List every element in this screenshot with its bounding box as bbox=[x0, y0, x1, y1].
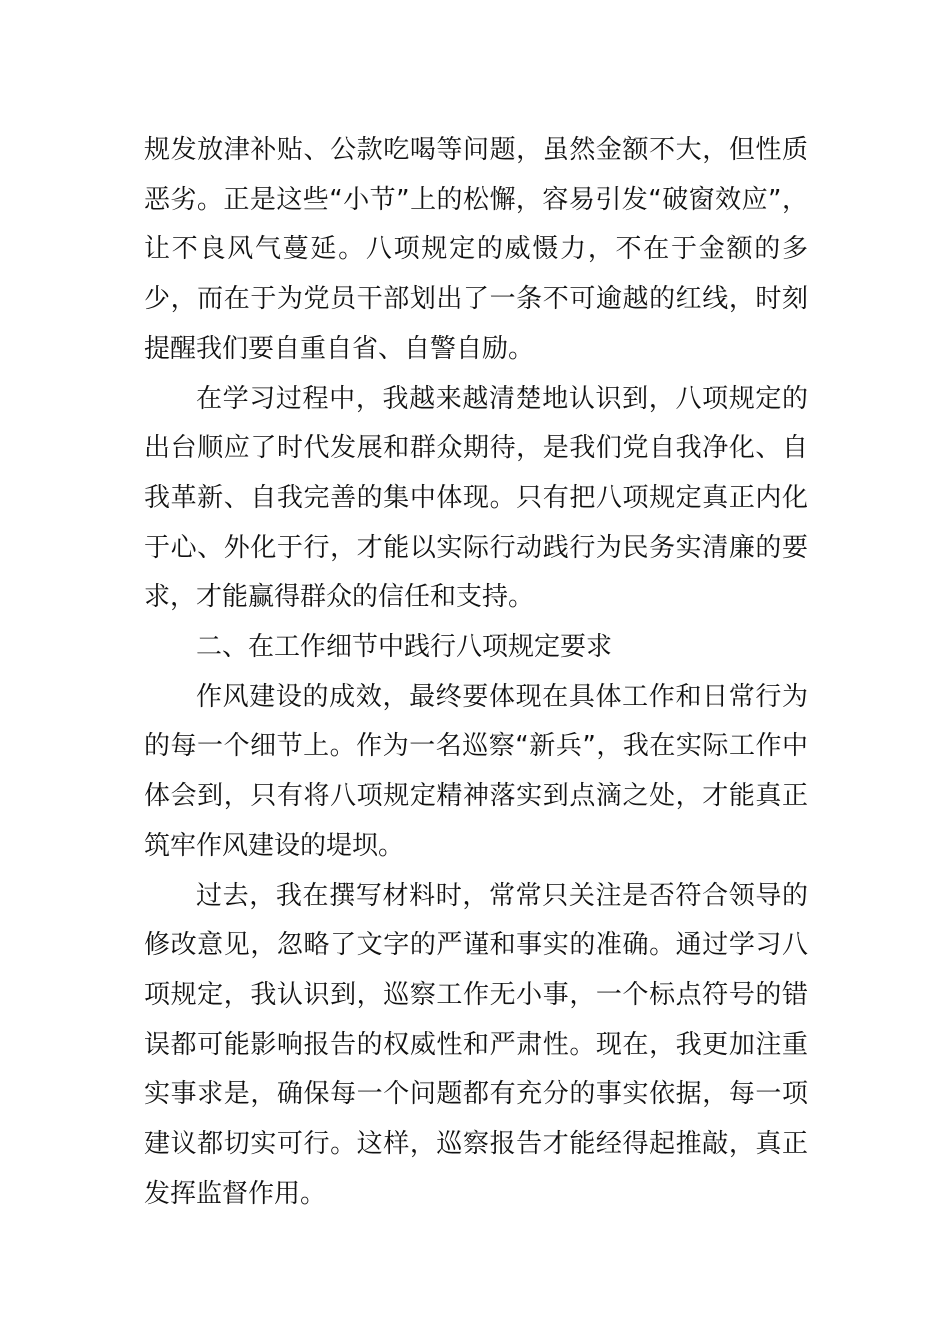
paragraph: 过去，我在撰写材料时，常常只关注是否符合领导的修改意见，忽略了文字的严谨和事实的准确。通过学习八项规定，我认识到，巡察工作无小事，一个标点符号的错误都可能影响报告的权威性和严肃性。现在，我更加注重实事求是，确保每一个问题都有充分的事实依据，每一项建议都切实可行。这样，巡察报告才能经得起推敲，真正发挥监督作用。 bbox=[144, 880, 808, 1209]
paragraph: 在学习过程中，我越来越清楚地认识到，八项规定的出台顺应了时代发展和群众期待，是我们党自我净化、自我革新、自我完善的集中体现。只有把八项规定真正内化于心、外化于行，才能以实际行动践行为民务实清廉的要求，才能赢得群众的信任和支持。 bbox=[144, 383, 808, 613]
document-body bbox=[144, 126, 808, 1219]
paragraph: 作风建设的成效，最终要体现在具体工作和日常行为的每一个细节上。作为一名巡察“新兵”，我在实际工作中体会到，只有将八项规定精神落实到点滴之处，才能真正筑牢作风建设的堤坝。 bbox=[144, 681, 808, 861]
section-heading: 二、在工作细节中践行八项规定要求 bbox=[196, 632, 613, 663]
paragraph-continued: 规发放津补贴、公款吃喝等问题，虽然金额不大，但性质恶劣。正是这些“小节”上的松懈，容易引发“破窗效应”，让不良风气蔓延。八项规定的威慑力，不在于金额的多少，而在于为党员干部划出了一条不可逾越的红线，时刻提醒我们要自重自省、自警自励。 bbox=[144, 135, 808, 364]
